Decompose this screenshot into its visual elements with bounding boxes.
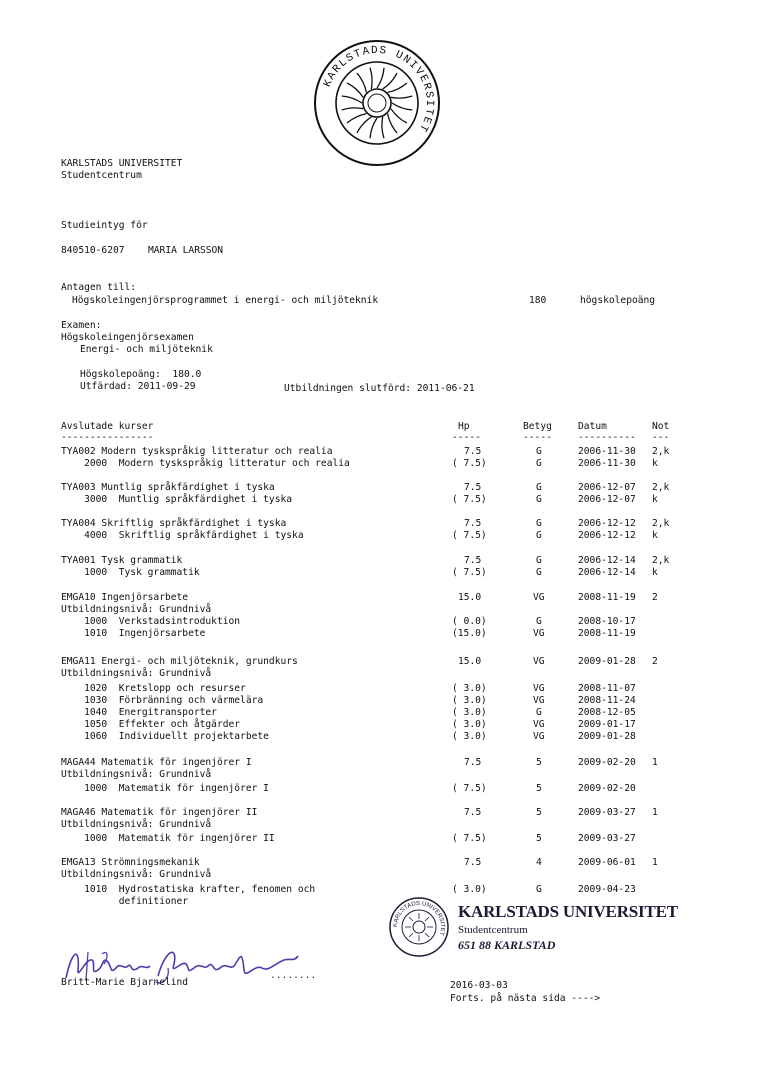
table-row bbox=[0, 833, 768, 845]
row-hp: ( 0.0) bbox=[452, 616, 487, 627]
person-id: 840510-6207 bbox=[61, 245, 125, 256]
row-course: definitioner bbox=[61, 896, 189, 907]
col-course: Avslutade kurser bbox=[61, 421, 154, 432]
row-course: 1000 Verkstadsintroduktion bbox=[61, 616, 241, 627]
rule-hp: ----- bbox=[452, 432, 481, 443]
row-grade: G bbox=[536, 482, 542, 493]
row-grade: G bbox=[536, 518, 542, 529]
row-course: MAGA46 Matematik för ingenjörer II bbox=[61, 807, 258, 818]
person-name: MARIA LARSSON bbox=[148, 245, 224, 256]
table-row bbox=[0, 518, 768, 530]
row-grade: 5 bbox=[536, 833, 542, 844]
sun-ray bbox=[388, 114, 397, 133]
row-hp: ( 3.0) bbox=[452, 884, 487, 895]
sun-ray bbox=[357, 73, 366, 92]
row-grade: 4 bbox=[536, 857, 542, 868]
row-grade: VG bbox=[533, 731, 545, 742]
row-date: 2009-01-28 bbox=[578, 656, 636, 667]
program-name: Högskoleingenjörsprogrammet i energi- och miljöteknik bbox=[72, 295, 379, 306]
row-course: TYA004 Skriftlig språkfärdighet i tyska bbox=[61, 518, 287, 529]
row-course: Utbildningsnivå: Grundnivå bbox=[61, 869, 212, 880]
row-hp: ( 7.5) bbox=[452, 458, 487, 469]
table-row bbox=[0, 668, 768, 680]
row-grade: G bbox=[536, 567, 542, 578]
table-row bbox=[0, 592, 768, 604]
certificate-title: Studieintyg för bbox=[61, 220, 148, 231]
row-date: 2006-11-30 bbox=[578, 458, 636, 469]
row-note: 1 bbox=[652, 757, 658, 768]
row-date: 2009-03-27 bbox=[578, 833, 636, 844]
row-date: 2009-02-20 bbox=[578, 783, 636, 794]
signature-dots: ........ bbox=[270, 970, 317, 981]
table-row bbox=[0, 482, 768, 494]
row-note: 2,k bbox=[652, 518, 670, 529]
table-row bbox=[0, 530, 768, 542]
row-note: 1 bbox=[652, 807, 658, 818]
rule-note: --- bbox=[652, 432, 670, 443]
header-university: KARLSTADS UNIVERSITET bbox=[61, 158, 183, 169]
row-hp: ( 7.5) bbox=[452, 494, 487, 505]
row-hp: ( 3.0) bbox=[452, 683, 487, 694]
row-course: 1030 Förbränning och värmelära bbox=[61, 695, 264, 706]
stamp-name: KARLSTADS UNIVERSITET bbox=[458, 902, 678, 921]
row-grade: VG bbox=[533, 628, 545, 639]
row-date: 2008-11-24 bbox=[578, 695, 636, 706]
row-note: 2 bbox=[652, 592, 658, 603]
signer-name: Britt-Marie Bjarnelind bbox=[61, 977, 189, 988]
row-grade: VG bbox=[533, 683, 545, 694]
row-grade: VG bbox=[533, 592, 545, 603]
row-date: 2009-02-20 bbox=[578, 757, 636, 768]
row-hp: 7.5 bbox=[464, 857, 482, 868]
table-row bbox=[0, 807, 768, 819]
row-grade: VG bbox=[533, 719, 545, 730]
row-course: 1060 Individuellt projektarbete bbox=[61, 731, 269, 742]
table-header-rule bbox=[0, 432, 768, 444]
degree-label: Examen: bbox=[61, 320, 102, 331]
col-grade: Betyg bbox=[523, 421, 552, 432]
program-unit: högskolepoäng bbox=[580, 295, 656, 306]
sun-ray bbox=[392, 103, 412, 110]
row-hp: 7.5 bbox=[464, 555, 482, 566]
row-date: 2006-12-14 bbox=[578, 555, 636, 566]
row-course: 2000 Modern tyskspråkig litteratur och realia bbox=[61, 458, 350, 469]
row-note: 1 bbox=[652, 857, 658, 868]
row-hp: 7.5 bbox=[464, 446, 482, 457]
row-note: 2,k bbox=[652, 446, 670, 457]
footer-date: 2016-03-03 bbox=[450, 980, 508, 991]
row-grade: 5 bbox=[536, 807, 542, 818]
row-note: k bbox=[652, 567, 658, 578]
table-row bbox=[0, 719, 768, 731]
row-course: Utbildningsnivå: Grundnivå bbox=[61, 604, 212, 615]
sun-ray bbox=[370, 118, 377, 138]
table-row bbox=[0, 857, 768, 869]
sun-ray bbox=[377, 68, 384, 88]
row-course: 1010 Hydrostatiska krafter, fenomen och bbox=[61, 884, 316, 895]
row-grade: 5 bbox=[536, 783, 542, 794]
row-course: 1010 Ingenjörsarbete bbox=[61, 628, 206, 639]
rule-grade: ----- bbox=[523, 432, 552, 443]
row-hp: (15.0) bbox=[452, 628, 487, 639]
table-row bbox=[0, 616, 768, 628]
row-hp: ( 3.0) bbox=[452, 731, 487, 742]
row-course: TYA003 Muntlig språkfärdighet i tyska bbox=[61, 482, 275, 493]
row-date: 2006-12-12 bbox=[578, 518, 636, 529]
row-grade: VG bbox=[533, 695, 545, 706]
row-date: 2009-01-17 bbox=[578, 719, 636, 730]
row-grade: VG bbox=[533, 656, 545, 667]
row-course: 1050 Effekter och åtgärder bbox=[61, 719, 241, 730]
row-course: Utbildningsnivå: Grundnivå bbox=[61, 819, 212, 830]
row-hp: ( 3.0) bbox=[452, 707, 487, 718]
sun-ray bbox=[370, 68, 372, 89]
stamp-department: Studentcentrum bbox=[458, 924, 528, 936]
row-date: 2009-01-28 bbox=[578, 731, 636, 742]
table-row bbox=[0, 656, 768, 668]
row-course: 1040 Energitransporter bbox=[61, 707, 217, 718]
row-hp: ( 7.5) bbox=[452, 833, 487, 844]
table-row bbox=[0, 757, 768, 769]
table-row bbox=[0, 567, 768, 579]
row-course: Utbildningsnivå: Grundnivå bbox=[61, 769, 212, 780]
row-hp: 15.0 bbox=[458, 656, 482, 667]
sun-ray bbox=[347, 114, 366, 123]
table-row bbox=[0, 555, 768, 567]
sun-ray bbox=[391, 96, 412, 98]
seal-ring-text: KARLSTADS UNIVERSITET bbox=[321, 44, 436, 135]
row-date: 2009-06-01 bbox=[578, 857, 636, 868]
table-row bbox=[0, 707, 768, 719]
row-note: k bbox=[652, 530, 658, 541]
credits-line: Högskolepoäng: 180.0 bbox=[80, 369, 202, 380]
table-row bbox=[0, 869, 768, 881]
row-date: 2006-12-12 bbox=[578, 530, 636, 541]
sun-ray bbox=[388, 83, 407, 92]
row-hp: 7.5 bbox=[464, 482, 482, 493]
row-note: k bbox=[652, 494, 658, 505]
table-row bbox=[0, 819, 768, 831]
row-grade: 5 bbox=[536, 757, 542, 768]
row-date: 2008-12-05 bbox=[578, 707, 636, 718]
row-course: MAGA44 Matematik för ingenjörer I bbox=[61, 757, 252, 768]
table-row bbox=[0, 783, 768, 795]
row-course: EMGA11 Energi- och miljöteknik, grundkurs bbox=[61, 656, 298, 667]
row-date: 2009-04-23 bbox=[578, 884, 636, 895]
row-grade: G bbox=[536, 884, 542, 895]
row-course: 3000 Muntlig språkfärdighet i tyska bbox=[61, 494, 293, 505]
row-hp: ( 7.5) bbox=[452, 567, 487, 578]
sun-ray bbox=[357, 117, 371, 133]
row-grade: G bbox=[536, 555, 542, 566]
table-row bbox=[0, 695, 768, 707]
row-note: 2,k bbox=[652, 482, 670, 493]
row-course: Utbildningsnivå: Grundnivå bbox=[61, 668, 212, 679]
row-grade: G bbox=[536, 458, 542, 469]
row-note: 2,k bbox=[652, 555, 670, 566]
sun-ray bbox=[383, 73, 397, 89]
program-points: 180 bbox=[529, 295, 547, 306]
row-hp: 7.5 bbox=[464, 518, 482, 529]
col-date: Datum bbox=[578, 421, 607, 432]
row-note: 2 bbox=[652, 656, 658, 667]
sun-ray bbox=[347, 83, 363, 97]
row-course: TYA002 Modern tyskspråkig litteratur och realia bbox=[61, 446, 333, 457]
row-hp: 7.5 bbox=[464, 807, 482, 818]
row-date: 2006-12-14 bbox=[578, 567, 636, 578]
table-row bbox=[0, 628, 768, 640]
row-course: EMGA13 Strömningsmekanik bbox=[61, 857, 200, 868]
row-grade: G bbox=[536, 616, 542, 627]
row-grade: G bbox=[536, 707, 542, 718]
row-course: 1020 Kretslopp och resurser bbox=[61, 683, 246, 694]
sun-ray bbox=[342, 96, 362, 103]
row-course: 1000 Matematik för ingenjörer I bbox=[61, 783, 269, 794]
row-course: 1000 Matematik för ingenjörer II bbox=[61, 833, 275, 844]
row-date: 2008-10-17 bbox=[578, 616, 636, 627]
col-note: Not bbox=[652, 421, 670, 432]
row-course: TYA001 Tysk grammatik bbox=[61, 555, 183, 566]
table-row bbox=[0, 683, 768, 695]
stamp-address: 651 88 KARLSTAD bbox=[458, 938, 556, 952]
row-grade: G bbox=[536, 446, 542, 457]
row-course: 4000 Skriftlig språkfärdighet i tyska bbox=[61, 530, 304, 541]
stamp-seal-icon bbox=[388, 896, 450, 958]
row-date: 2006-12-07 bbox=[578, 482, 636, 493]
row-note: k bbox=[652, 458, 658, 469]
rule-course: ---------------- bbox=[61, 432, 154, 443]
row-grade: G bbox=[536, 530, 542, 541]
row-date: 2009-03-27 bbox=[578, 807, 636, 818]
stamp-ring-text: KARLSTADS UNIVERSITET bbox=[392, 900, 446, 937]
completed-line: Utbildningen slutförd: 2011-06-21 bbox=[284, 383, 475, 394]
sun-seal-icon bbox=[312, 38, 442, 168]
row-hp: ( 7.5) bbox=[452, 783, 487, 794]
table-row bbox=[0, 458, 768, 470]
issued-line: Utfärdad: 2011-09-29 bbox=[80, 381, 196, 392]
table-row bbox=[0, 731, 768, 743]
col-hp: Hp bbox=[458, 421, 470, 432]
footer-continued: Forts. på nästa sida ----> bbox=[450, 993, 601, 1004]
row-date: 2008-11-19 bbox=[578, 592, 636, 603]
university-seal bbox=[312, 38, 442, 168]
row-hp: 15.0 bbox=[458, 592, 482, 603]
table-row bbox=[0, 769, 768, 781]
row-date: 2008-11-07 bbox=[578, 683, 636, 694]
header-department: Studentcentrum bbox=[61, 170, 142, 181]
table-row bbox=[0, 446, 768, 458]
degree-field: Energi- och miljöteknik bbox=[80, 344, 213, 355]
sun-ray bbox=[342, 108, 363, 110]
row-hp: ( 7.5) bbox=[452, 530, 487, 541]
sun-ray bbox=[391, 109, 407, 123]
row-date: 2006-12-07 bbox=[578, 494, 636, 505]
admitted-label: Antagen till: bbox=[61, 282, 137, 293]
row-grade: G bbox=[536, 494, 542, 505]
degree-name: Högskoleingenjörsexamen bbox=[61, 332, 194, 343]
rule-date: ---------- bbox=[578, 432, 636, 443]
row-course: 1000 Tysk grammatik bbox=[61, 567, 200, 578]
row-date: 2008-11-19 bbox=[578, 628, 636, 639]
row-date: 2006-11-30 bbox=[578, 446, 636, 457]
table-row bbox=[0, 494, 768, 506]
official-stamp bbox=[384, 894, 684, 960]
row-course: EMGA10 Ingenjörsarbete bbox=[61, 592, 189, 603]
row-hp: 7.5 bbox=[464, 757, 482, 768]
row-hp: ( 3.0) bbox=[452, 719, 487, 730]
table-row bbox=[0, 604, 768, 616]
sun-ray bbox=[382, 117, 384, 138]
row-hp: ( 3.0) bbox=[452, 695, 487, 706]
